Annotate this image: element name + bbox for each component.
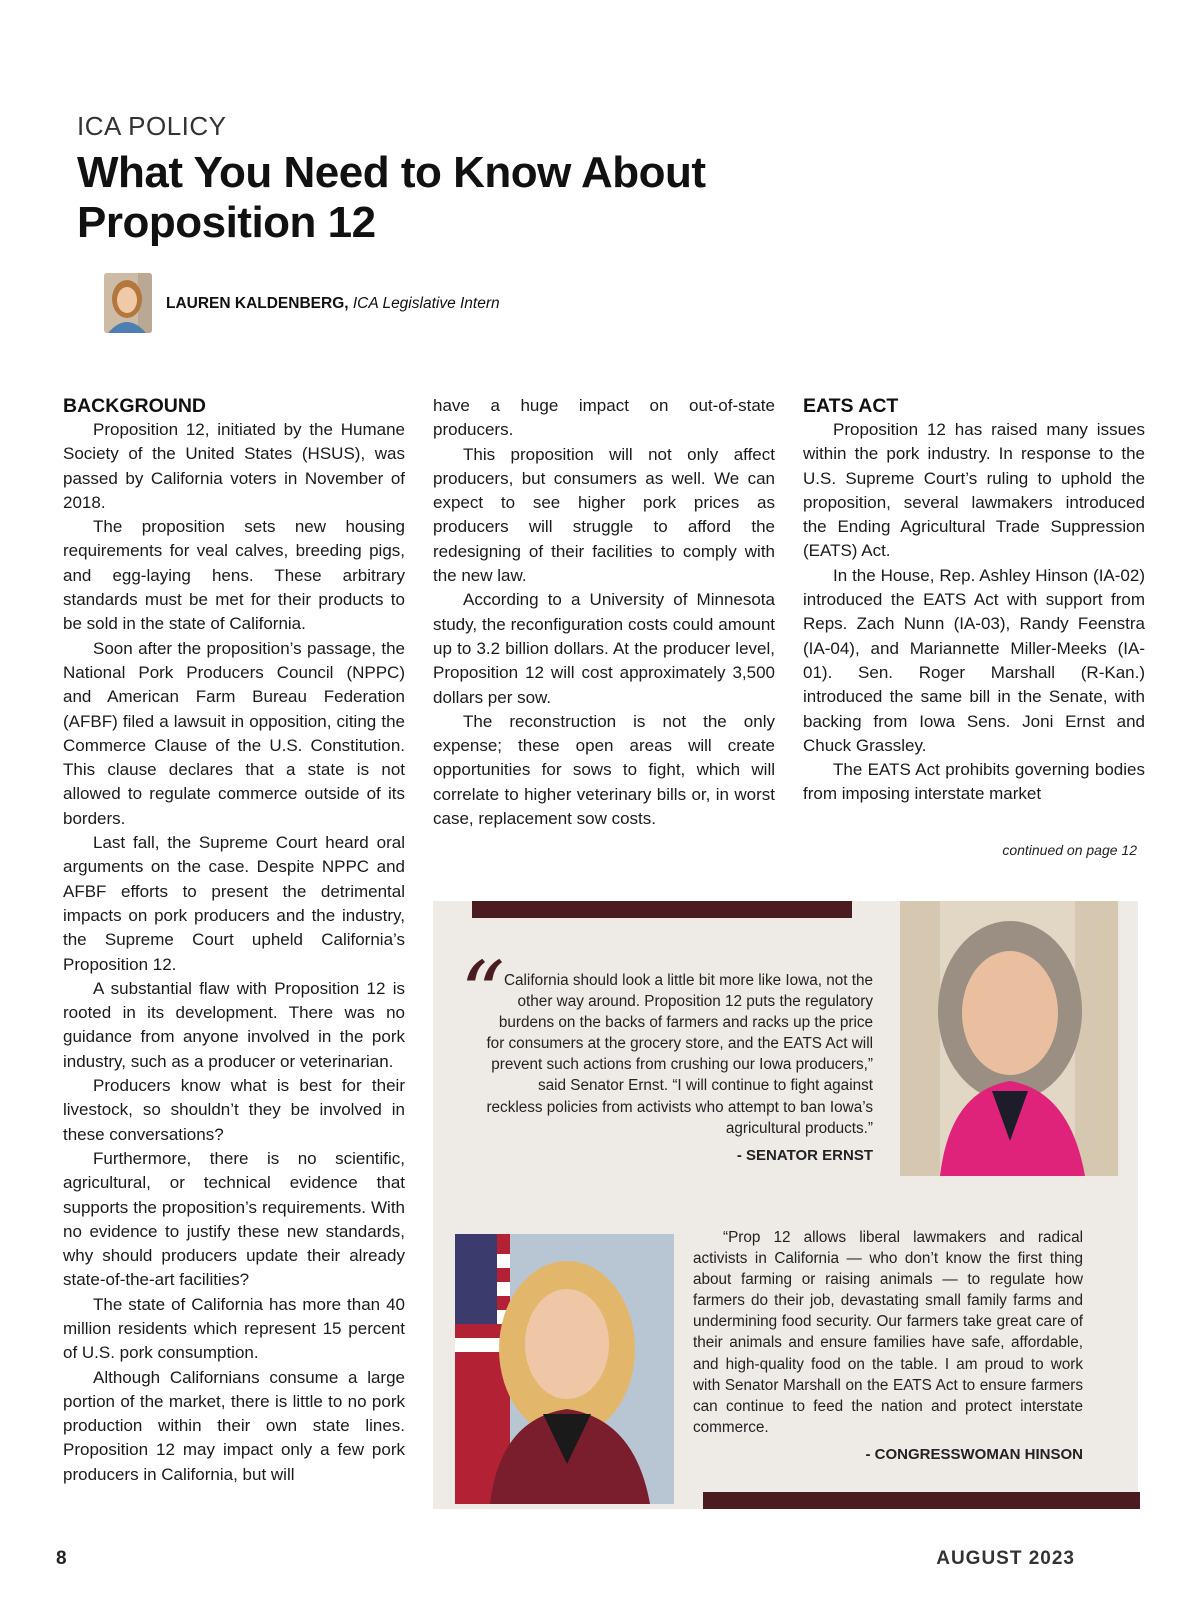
paragraph: The state of California has more than 40 million residents which represent 15 percent of U.S. pork consumption. — [63, 1294, 405, 1363]
column-middle — [433, 394, 775, 831]
title-line-1: What You Need to Know About — [77, 148, 706, 197]
title-line-2: Proposition 12 — [77, 198, 376, 247]
paragraph: According to a University of Minnesota study, the reconfiguration costs could amount up to 3.2 billion dollars. At the producer level, Proposition 12 will cost approximately 3,500 dollars per sow. — [433, 590, 775, 707]
portrait-hinson-icon — [455, 1234, 674, 1504]
paragraph: Soon after the proposition’s passage, the National Pork Producers Council (NPPC) and American Farm Bureau Federation (AFBF) filed a lawsuit in opposition, citing the Commerce Clause of the U.S. Constitution. This clause declares that a state is not allowed to regulate commerce outside of its borders. — [63, 638, 405, 828]
section-kicker: ICA POLICY — [77, 111, 227, 141]
paragraph: Proposition 12 has raised many issues within the pork industry. In response to the U.S. Supreme Court’s ruling to uphold the proposition, several lawmakers introduced the Ending Agricultural Trade Suppression (EATS) Act. — [803, 420, 1145, 561]
paragraph: The EATS Act prohibits governing bodies from imposing interstate market — [803, 760, 1145, 804]
author-photo-icon — [104, 273, 152, 333]
accent-bar-bottom — [703, 1492, 1140, 1509]
paragraph: This proposition will not only affect producers, but consumers as well. We can expect to see higher pork prices as producers will struggle to afford the redesigning of their facilities to comply with the new law. — [433, 444, 775, 586]
photo-hinson — [455, 1234, 674, 1504]
quote-hinson — [693, 1227, 1083, 1465]
paragraph: The proposition sets new housing requirements for veal calves, breeding pigs, and egg-laying hens. These arbitrary standards must be met for their products to be sold in the state of California. — [63, 517, 405, 634]
author-avatar — [104, 273, 152, 333]
paragraph: Proposition 12, initiated by the Humane Society of the United States (HSUS), was passed by California voters in November of 2018. — [63, 420, 405, 512]
quote-mark-icon: “ — [460, 942, 505, 1045]
paragraph: A substantial flaw with Proposition 12 is rooted in its development. There was no guidance from anyone involved in the pork industry, such as a producer or veterinarian. — [63, 978, 405, 1071]
issue-date: AUGUST 2023 — [936, 1548, 1075, 1569]
quote-hinson-credit: - CONGRESSWOMAN HINSON — [865, 1445, 1083, 1463]
quote-ernst-credit: - SENATOR ERNST — [736, 1146, 873, 1164]
paragraph: Although Californians consume a large portion of the market, there is little to no pork production within their own state lines. Proposition 12 may impact only a few pork producers in California, but will — [63, 1367, 405, 1484]
byline — [166, 295, 500, 313]
quote-hinson-text: “Prop 12 allows liberal lawmakers and radical activists in California — who don’t know the first thing about farming or raising animals — to regulate how farmers do their job, devastating small family farms and undermining food security. Our farmers take great care of their animals and ensure families have safe, affordable, and high-quality food on the table. I am proud to work with Senator Marshall on the EATS Act to ensure farmers can continue to feed the nation and protect interstate commerce. — [693, 1229, 1083, 1436]
author-role: ICA Legislative Intern — [352, 295, 500, 312]
column-eats-act — [803, 394, 1145, 807]
paragraph: The reconstruction is not the only expense; these open areas will create opportunities for sows to fight, which will correlate to higher veterinary bills or, in worst case, replacement sow costs. — [433, 711, 775, 829]
accent-bar-top — [472, 901, 852, 918]
paragraph: In the House, Rep. Ashley Hinson (IA-02) introduced the EATS Act with support from Reps. Zach Nunn (IA-03), Randy Feenstra (IA-04), and Mariannette Miller-Meeks (IA-01). Sen. Roger Marshall (R-Kan.) introduced the same bill in the Senate, with backing from Iowa Sens. Joni Ernst and Chuck Grassley. — [803, 565, 1145, 755]
page-number: 8 — [56, 1548, 67, 1569]
portrait-ernst-icon — [900, 901, 1118, 1176]
paragraph: have a huge impact on out-of-state producers. — [433, 396, 775, 440]
author-name: LAUREN KALDENBERG, — [166, 295, 349, 312]
continued-note: continued on page 12 — [1002, 842, 1137, 858]
quote-ernst-text: California should look a little bit more like Iowa, not the other way around. Proposition 12 puts the regulatory burdens on the backs of farmers and racks up the price for consumers at the grocery store, and the EATS Act will prevent such actions from crushing our Iowa producers,” said Senator Ernst. “I will continue to fight against reckless policies from activists who attempt to ban Iowa’s agricultural products.” — [486, 972, 873, 1137]
photo-ernst — [900, 901, 1118, 1176]
paragraph: Furthermore, there is no scientific, agricultural, or technical evidence that supports the proposition’s requirements. With no evidence to justify these new standards, why should producers update their already state-of-the-art facilities? — [63, 1148, 405, 1290]
eats-act-heading: EATS ACT — [803, 395, 899, 417]
column-background — [63, 394, 405, 1487]
quote-ernst — [478, 970, 873, 1166]
paragraph: Last fall, the Supreme Court heard oral arguments on the case. Despite NPPC and AFBF efforts to present the detrimental impacts on pork producers and the industry, the Supreme Court upheld California’s Proposition 12. — [63, 833, 405, 974]
background-heading: BACKGROUND — [63, 395, 206, 417]
article-title — [77, 148, 837, 248]
paragraph: Producers know what is best for their livestock, so shouldn’t they be involved in these conversations? — [63, 1076, 405, 1144]
